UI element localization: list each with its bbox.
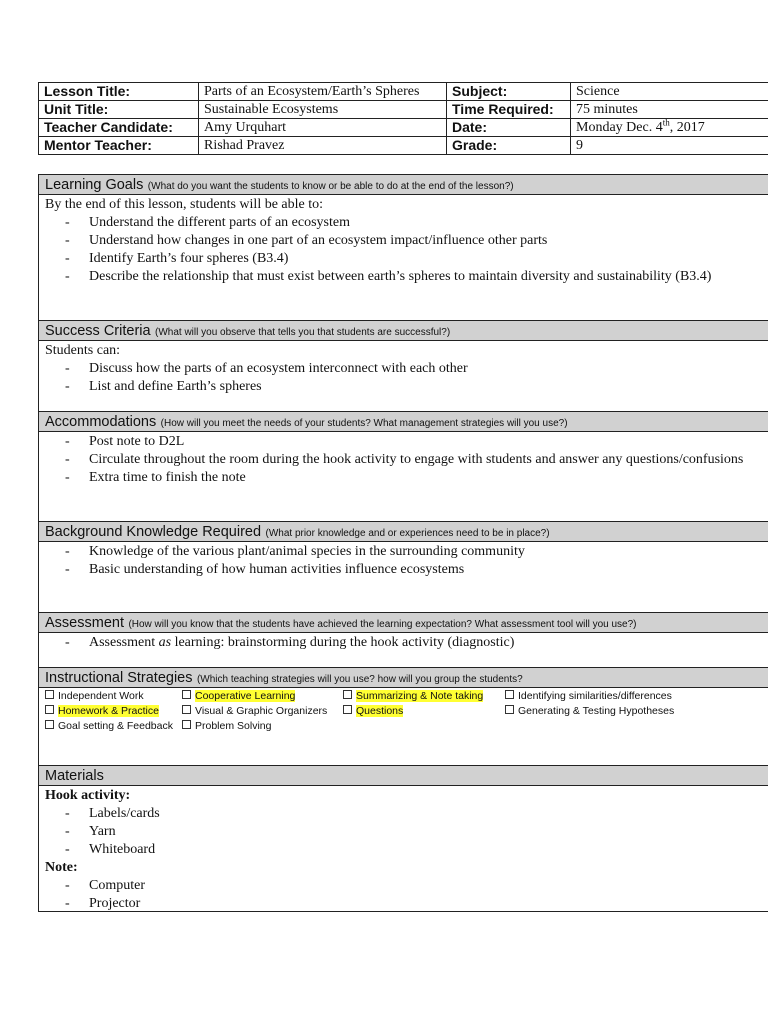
list-item: - Extra time to finish the note [89, 469, 768, 487]
hook-activity-label: Hook activity: [45, 788, 131, 803]
accommodations-body [39, 432, 768, 522]
strategy-option[interactable] [45, 719, 182, 734]
list-item: - Understand how changes in one part of an ecosystem impact/influence other parts [89, 232, 768, 250]
checkbox-icon[interactable] [505, 690, 514, 699]
unit-title-label: Unit Title: [39, 101, 199, 119]
list-item: - Circulate throughout the room during the hook activity to engage with students and answer any questions/confusions [89, 451, 768, 469]
checkbox-icon[interactable] [505, 705, 514, 714]
strategy-option[interactable] [182, 689, 343, 704]
checkbox-icon[interactable] [45, 720, 54, 729]
learning-goals-body [39, 195, 768, 321]
assessment-text: Assessment [89, 635, 159, 650]
background-knowledge-body [39, 542, 768, 613]
list-item [89, 634, 768, 652]
strategies-grid [45, 689, 768, 734]
section-question: (How will you meet the needs of your students? What management strategies will you use?) [160, 418, 568, 429]
materials-header [39, 766, 768, 786]
strategy-label: Generating & Testing Hypotheses [518, 705, 675, 717]
lesson-title-label: Lesson Title: [39, 83, 199, 101]
strategy-label: Identifying similarities/differences [518, 690, 672, 702]
date-label: Date: [447, 119, 571, 137]
list-item: - Knowledge of the various plant/animal species in the surrounding community [89, 543, 768, 561]
lesson-plan-sections [38, 174, 768, 912]
teacher-candidate-label: Teacher Candidate: [39, 119, 199, 137]
strategy-option[interactable] [505, 689, 755, 704]
list-item: - Describe the relationship that must exist between earth’s spheres to maintain diversity and sustainability (B3.4) [89, 268, 768, 286]
strategy-label: Goal setting & Feedback [58, 720, 173, 732]
strategy-option[interactable] [45, 704, 182, 719]
note-label: Note: [45, 860, 78, 875]
info-row [39, 119, 768, 137]
subject-label: Subject: [447, 83, 571, 101]
assessment-body [39, 633, 768, 668]
learning-goals-header [39, 175, 768, 195]
section-title: Instructional Strategies [45, 670, 193, 686]
section-question: (Which teaching strategies will you use? how will you group the students? [196, 674, 523, 685]
instructional-strategies-header [39, 668, 768, 688]
mentor-teacher-value: Rishad Pravez [199, 137, 447, 155]
strategy-label: Problem Solving [195, 720, 272, 732]
grade-label: Grade: [447, 137, 571, 155]
checkbox-icon[interactable] [182, 720, 191, 729]
background-knowledge-header [39, 522, 768, 542]
checkbox-icon[interactable] [343, 705, 352, 714]
checkbox-icon[interactable] [182, 705, 191, 714]
strategy-label: Independent Work [58, 690, 144, 702]
strategy-label-highlighted: Cooperative Learning [195, 690, 296, 702]
section-question: (What do you want the students to know or be able to do at the end of the lesson?) [147, 181, 514, 192]
success-criteria-header [39, 321, 768, 341]
section-title: Background Knowledge Required [45, 524, 262, 540]
strategy-label-highlighted: Homework & Practice [58, 705, 159, 717]
date-main: Monday Dec. 4 [576, 120, 663, 135]
strategy-option[interactable] [45, 689, 182, 704]
mentor-teacher-label: Mentor Teacher: [39, 137, 199, 155]
strategy-label: Visual & Graphic Organizers [195, 705, 328, 717]
success-criteria-list [45, 360, 768, 396]
list-item: - Whiteboard [89, 841, 768, 859]
list-item: - Computer [89, 877, 768, 895]
checkbox-icon[interactable] [182, 690, 191, 699]
note-list [45, 877, 768, 913]
assessment-emphasis: as [158, 635, 172, 650]
lesson-title-value: Parts of an Ecosystem/Earth’s Spheres [199, 83, 447, 101]
section-question: (What will you observe that tells you that students are successful?) [155, 327, 451, 338]
section-title: Assessment [45, 615, 124, 631]
section-title: Accommodations [45, 414, 157, 430]
strategy-option[interactable] [505, 704, 755, 719]
date-suffix: th [662, 118, 670, 128]
info-row [39, 83, 768, 101]
materials-body [39, 786, 768, 911]
list-item: - Projector [89, 895, 768, 913]
strategy-label-highlighted: Questions [356, 705, 404, 717]
instructional-strategies-body [39, 688, 768, 766]
date-year: , 2017 [669, 120, 705, 135]
section-intro: By the end of this lesson, students will be able to: [45, 197, 324, 212]
success-criteria-body [39, 341, 768, 412]
assessment-header [39, 613, 768, 633]
list-item: - Post note to D2L [89, 433, 768, 451]
background-knowledge-list [45, 543, 768, 579]
time-required-label: Time Required: [447, 101, 571, 119]
checkbox-icon[interactable] [343, 690, 352, 699]
strategy-option[interactable] [343, 704, 505, 719]
grade-value: 9 [571, 137, 768, 155]
assessment-list [45, 634, 768, 652]
accommodations-header [39, 412, 768, 432]
section-title: Materials [45, 768, 104, 784]
unit-title-value: Sustainable Ecosystems [199, 101, 447, 119]
time-required-value: 75 minutes [571, 101, 768, 119]
accommodations-list [45, 433, 768, 487]
assessment-text-rest: learning: brainstorming during the hook activity (diagnostic) [171, 635, 515, 650]
teacher-candidate-value: Amy Urquhart [199, 119, 447, 137]
section-title: Learning Goals [45, 177, 144, 193]
learning-goals-list [45, 214, 768, 286]
list-item: - Discuss how the parts of an ecosystem interconnect with each other [89, 360, 768, 378]
section-intro: Students can: [45, 343, 121, 358]
info-row [39, 137, 768, 155]
section-question: (What prior knowledge and or experiences need to be in place?) [265, 528, 550, 539]
strategy-option[interactable] [182, 704, 343, 719]
section-question: (How will you know that the students have achieved the learning expectation? What assessment tool will you use?) [128, 619, 637, 630]
subject-value: Science [571, 83, 768, 101]
checkbox-icon[interactable] [45, 690, 54, 699]
strategy-option[interactable] [182, 719, 343, 734]
list-item: - Understand the different parts of an ecosystem [89, 214, 768, 232]
strategy-option[interactable] [343, 689, 505, 704]
strategy-label-highlighted: Summarizing & Note taking [356, 690, 484, 702]
checkbox-icon[interactable] [45, 705, 54, 714]
list-item: - Identify Earth’s four spheres (B3.4) [89, 250, 768, 268]
date-value [571, 119, 768, 137]
hook-activity-list [45, 805, 768, 859]
section-title: Success Criteria [45, 323, 151, 339]
list-item: - Yarn [89, 823, 768, 841]
list-item: - Basic understanding of how human activities influence ecosystems [89, 561, 768, 579]
info-row [39, 101, 768, 119]
list-item: - Labels/cards [89, 805, 768, 823]
lesson-info-table [38, 82, 768, 155]
list-item: - List and define Earth’s spheres [89, 378, 768, 396]
